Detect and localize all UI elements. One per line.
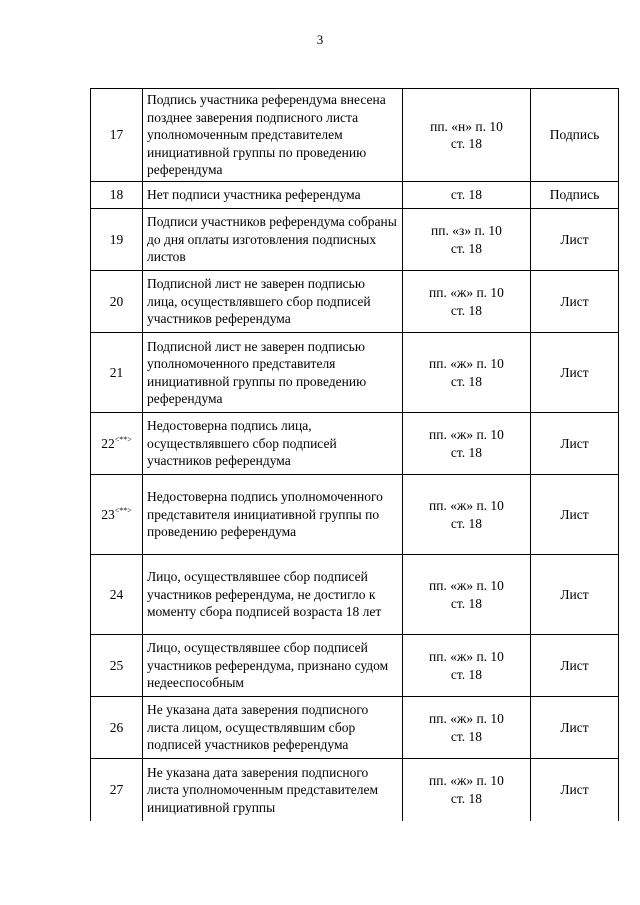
- row-number: [91, 209, 143, 271]
- row-number-text: 25: [109, 657, 124, 673]
- table-row: [91, 413, 619, 475]
- law-reference: [403, 555, 531, 635]
- law-reference-line: ст. 18: [450, 790, 483, 806]
- invalidity-unit: Лист: [531, 555, 619, 635]
- law-reference: [403, 271, 531, 333]
- law-reference-line: пп. «ж» п. 10: [429, 285, 504, 300]
- ground-description: Не указана дата заверения подписного листа лицом, осуществлявшим сбор подписей участников референдума: [143, 697, 403, 759]
- page-number: 3: [316, 32, 324, 47]
- ground-description: Не указана дата заверения подписного листа уполномоченным представителем инициативной группы: [143, 759, 403, 821]
- invalidity-unit: Лист: [531, 475, 619, 555]
- row-number-text: 27: [109, 782, 124, 797]
- law-reference: [403, 182, 531, 209]
- law-reference-line: пп. «ж» п. 10: [429, 578, 504, 593]
- law-reference-line: пп. «ж» п. 10: [429, 356, 504, 371]
- row-number: [91, 271, 143, 333]
- row-number-text: 24: [109, 586, 124, 602]
- law-reference-line: ст. 18: [450, 444, 483, 460]
- ground-description: Подпись участника референдума внесена позднее заверения подписного листа уполномоченным представителем инициативной группы по проведению референдума: [143, 89, 403, 182]
- law-reference-line: ст. 18: [450, 240, 483, 256]
- row-number: [91, 635, 143, 697]
- ground-description: Подписной лист не заверен подписью лица, осуществлявшего сбор подписей участников референдума: [143, 271, 403, 333]
- footnote-marker: <**>: [114, 434, 132, 444]
- law-reference-line: пп. «з» п. 10: [431, 223, 502, 238]
- invalidity-unit: Подпись: [531, 89, 619, 182]
- table-row: [91, 333, 619, 413]
- row-number: [91, 759, 143, 821]
- row-number-text: 23: [101, 506, 115, 522]
- row-number: [91, 555, 143, 635]
- row-number-text: 19: [109, 231, 124, 247]
- table-row: [91, 209, 619, 271]
- law-reference-line: пп. «ж» п. 10: [429, 498, 504, 513]
- row-number-text: 21: [109, 364, 124, 380]
- law-reference-line: пп. «ж» п. 10: [429, 427, 504, 442]
- invalidity-unit: Лист: [531, 209, 619, 271]
- ground-description: Подписной лист не заверен подписью уполномоченного представителя инициативной группы по проведению референдума: [143, 333, 403, 413]
- law-reference-line: пп. «ж» п. 10: [429, 649, 504, 664]
- law-reference-line: пп. «ж» п. 10: [429, 711, 504, 726]
- law-reference: [403, 89, 531, 182]
- ground-description: Подписи участников референдума собраны до дня оплаты изготовления подписных листов: [143, 209, 403, 271]
- law-reference-line: ст. 18: [450, 136, 483, 151]
- invalidity-unit: Лист: [531, 333, 619, 413]
- law-reference-line: пп. «ж» п. 10: [429, 773, 504, 789]
- law-reference: [403, 333, 531, 413]
- law-reference: [403, 759, 531, 821]
- invalidity-unit: Лист: [531, 697, 619, 759]
- row-number-text: 20: [109, 293, 124, 309]
- invalidity-unit: Подпись: [531, 182, 619, 209]
- table-row: [91, 759, 619, 821]
- row-number: [91, 697, 143, 759]
- ground-description: Лицо, осуществлявшее сбор подписей участников референдума, признано судом недееспособным: [143, 635, 403, 697]
- law-reference-line: ст. 18: [450, 187, 483, 203]
- table-row: [91, 635, 619, 697]
- law-reference-line: ст. 18: [450, 595, 483, 611]
- invalidity-unit: Лист: [531, 413, 619, 475]
- grounds-table: [90, 88, 619, 821]
- ground-description: Недостоверна подпись лица, осуществлявшего сбор подписей участников референдума: [143, 413, 403, 475]
- row-number-text: 18: [109, 187, 124, 203]
- table-row: [91, 182, 619, 209]
- ground-description: Нет подписи участника референдума: [143, 182, 403, 209]
- invalidity-unit: Лист: [531, 759, 619, 821]
- law-reference-line: пп. «н» п. 10: [430, 118, 503, 134]
- law-reference-line: ст. 18: [450, 666, 483, 682]
- invalidity-unit: Лист: [531, 271, 619, 333]
- ground-description: Лицо, осуществлявшее сбор подписей участников референдума, не достигло к моменту сбора подписей возраста 18 лет: [143, 555, 403, 635]
- law-reference: [403, 475, 531, 555]
- row-number: [91, 333, 143, 413]
- row-number: [91, 475, 143, 555]
- table-row: [91, 271, 619, 333]
- law-reference: [403, 697, 531, 759]
- law-reference-line: ст. 18: [450, 515, 483, 531]
- footnote-marker: <**>: [114, 505, 132, 515]
- row-number: [91, 413, 143, 475]
- law-reference-line: ст. 18: [450, 373, 483, 389]
- table-body: [91, 89, 619, 821]
- table-row: [91, 555, 619, 635]
- row-number-text: 17: [109, 127, 124, 143]
- table-row: [91, 475, 619, 555]
- law-reference: [403, 413, 531, 475]
- law-reference: [403, 635, 531, 697]
- row-number-text: 22: [101, 435, 115, 451]
- table-row: [91, 89, 619, 182]
- table-row: [91, 697, 619, 759]
- law-reference-line: ст. 18: [450, 302, 483, 318]
- law-reference-line: ст. 18: [450, 728, 483, 744]
- invalidity-unit: Лист: [531, 635, 619, 697]
- law-reference: [403, 209, 531, 271]
- row-number: [91, 182, 143, 209]
- row-number-text: 26: [109, 719, 124, 735]
- ground-description: Недостоверна подпись уполномоченного представителя инициативной группы по проведению референдума: [143, 475, 403, 555]
- row-number: [91, 89, 143, 182]
